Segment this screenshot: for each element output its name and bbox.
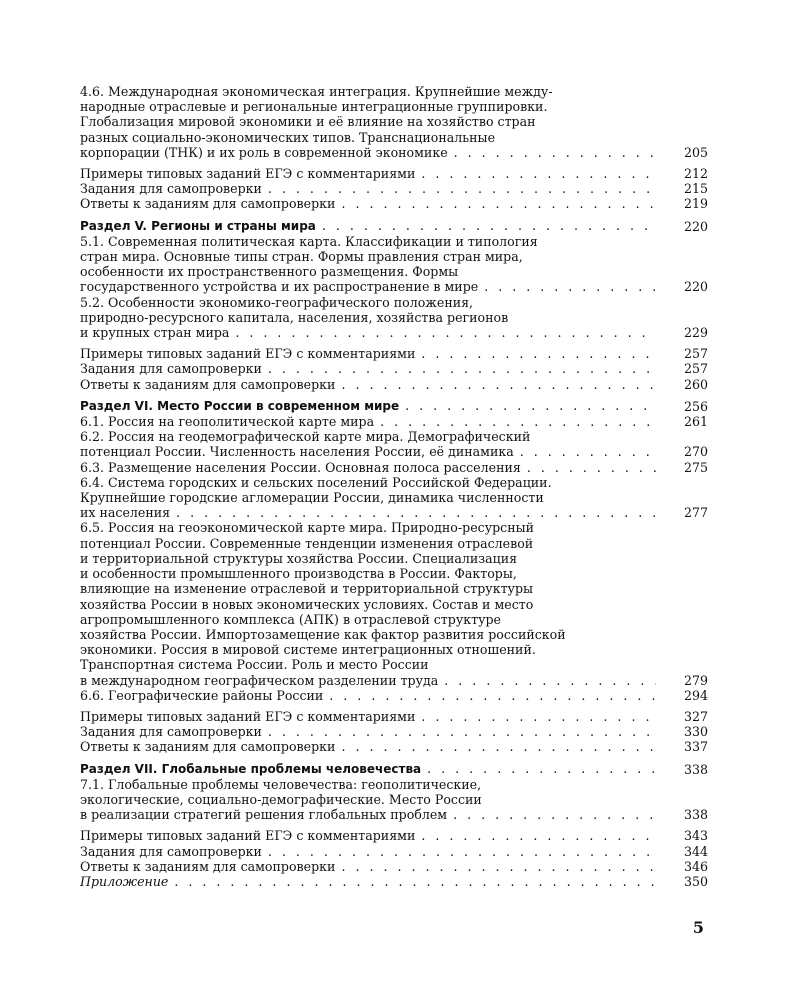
toc-entry-line: и крупных стран мира [80, 325, 230, 341]
toc-entry-line: в реализации стратегий решения глобальных проблем [80, 807, 448, 823]
toc-entry [80, 196, 708, 211]
toc-entry-title: 6.1. Россия на геополитической карте мира [80, 414, 375, 430]
dot-leader [341, 377, 656, 392]
page-number: 215 [683, 181, 708, 197]
dot-leader [322, 218, 656, 233]
toc-entry-line: Глобализация мировой экономики и её влияние на хозяйство стран [80, 114, 536, 130]
toc-entry [80, 688, 708, 703]
toc-entry-line: 6.4. Система городских и сельских поселений Российской Федерации. [80, 474, 552, 490]
toc-entry [80, 520, 708, 687]
toc-entry [80, 460, 708, 475]
dot-leader [484, 279, 656, 294]
dot-leader [268, 181, 656, 196]
toc-entry [80, 429, 708, 459]
toc-entry-title: Ответы к заданиям для самопроверки [80, 196, 336, 212]
toc-entry [80, 844, 708, 859]
toc-entry-appendix [80, 874, 708, 889]
page-number: 346 [683, 858, 708, 874]
toc-entry-title: Примеры типовых заданий ЕГЭ с комментариями [80, 828, 416, 844]
toc-entry-line: 5.1. Современная политическая карта. Классификации и типология [80, 233, 538, 249]
section-title: Раздел VII. Глобальные проблемы человечества [80, 761, 422, 776]
toc-entry-title: Задания для самопроверки [80, 181, 262, 197]
toc-entry-line: и особенности промышленного производства в России. Факторы, [80, 566, 517, 582]
page-number: 338 [683, 761, 708, 777]
page-number: 338 [683, 807, 708, 823]
toc-entry-title: Ответы к заданиям для самопроверки [80, 739, 336, 755]
section-title: Раздел VI. Место России в современном мире [80, 398, 400, 413]
page-number: 337 [683, 739, 708, 755]
toc-entry-line: агропромышленного комплекса (АПК) в отраслевой структуре [80, 611, 501, 627]
toc-entry [80, 295, 708, 341]
page-number: 261 [683, 414, 708, 430]
toc-entry-title: Ответы к заданиям для самопроверки [80, 376, 336, 392]
page-number: 220 [683, 279, 708, 295]
toc-entry-line: стран мира. Основные типы стран. Формы правления стран мира, [80, 249, 523, 265]
toc-entry-line: хозяйства России. Импортозамещение как фактор развития российской [80, 626, 566, 642]
toc-entry-line: корпорации (ТНК) и их роль в современной экономике [80, 144, 448, 160]
toc-entry [80, 234, 708, 295]
page-number: 260 [683, 376, 708, 392]
page-number: 256 [683, 398, 708, 414]
toc-entry-title: Задания для самопроверки [80, 843, 262, 859]
toc-entry-line: особенности их пространственного размещения. Формы [80, 264, 459, 280]
toc-entry-line: хозяйства России в новых экономических условиях. Состав и место [80, 596, 534, 612]
toc-entry-line: в международном географическом разделении труда [80, 672, 439, 688]
page-number: 279 [683, 672, 708, 688]
dot-leader [268, 844, 656, 859]
dot-leader [444, 673, 656, 688]
toc-entry-line: Транспортная система России. Роль и место России [80, 657, 429, 673]
toc-entry-line: потенциал России. Современные тенденции изменения отраслевой [80, 535, 534, 551]
toc-entry [80, 377, 708, 392]
section-title: Раздел V. Регионы и страны мира [80, 218, 316, 233]
toc-section-heading [80, 218, 708, 234]
dot-leader [421, 828, 656, 843]
page-number: 212 [683, 166, 708, 182]
toc-entry-line: разных социально-экономических типов. Транснациональные [80, 129, 496, 145]
toc-entry [80, 777, 708, 823]
dot-leader [427, 761, 656, 776]
toc-section-heading [80, 398, 708, 414]
page-number: 229 [683, 325, 708, 341]
page-number: 275 [683, 459, 708, 475]
toc-entry [80, 859, 708, 874]
toc-entry-line: 6.5. Россия на геоэкономической карте мира. Природно-ресурсный [80, 520, 535, 536]
page-number: 219 [683, 196, 708, 212]
toc-entry-line: Крупнейшие городские агломерации России, динамика численности [80, 490, 544, 506]
dot-leader [341, 739, 656, 754]
dot-leader [341, 859, 656, 874]
dot-leader [341, 196, 656, 211]
toc-list [80, 84, 708, 889]
toc-entry [80, 166, 708, 181]
folio-page-number: 5 [692, 918, 704, 937]
toc-entry [80, 414, 708, 429]
page-number: 220 [683, 218, 708, 234]
toc-entry [80, 181, 708, 196]
toc-entry-line: государственного устройства и их распространение в мире [80, 279, 479, 295]
toc-entry-title: Задания для самопроверки [80, 724, 262, 740]
dot-leader [454, 145, 656, 160]
toc-entry-line: 6.2. Россия на геодемографической карте мира. Демографический [80, 429, 531, 445]
toc-entry [80, 739, 708, 754]
toc-section-heading [80, 761, 708, 777]
toc-entry-line: 4.6. Международная экономическая интеграция. Крупнейшие между- [80, 84, 553, 99]
toc-entry-line: экономики. Россия в мировой системе интеграционных отношений. [80, 642, 536, 658]
dot-leader [176, 505, 656, 520]
toc-entry-title: Примеры типовых заданий ЕГЭ с комментариями [80, 708, 416, 724]
toc-entry [80, 475, 708, 521]
dot-leader [235, 325, 656, 340]
dot-leader [405, 398, 656, 413]
toc-entry-title: 6.6. Географические районы России [80, 687, 324, 703]
toc-entry-line: и территориальной структуры хозяйства России. Специализация [80, 550, 518, 566]
table-of-contents [80, 84, 708, 889]
dot-leader [380, 414, 656, 429]
dot-leader [268, 724, 656, 739]
dot-leader [527, 460, 656, 475]
toc-entry-title: Задания для самопроверки [80, 361, 262, 377]
dot-leader [268, 361, 656, 376]
toc-entry-title: Приложение [80, 873, 169, 889]
page-number: 257 [683, 361, 708, 377]
dot-leader [421, 166, 656, 181]
page-number: 327 [683, 708, 708, 724]
toc-entry-line: экологические, социально-демографические. Место России [80, 791, 482, 807]
dot-leader [329, 688, 656, 703]
toc-entry [80, 361, 708, 376]
toc-entry [80, 84, 708, 160]
page-number: 257 [683, 346, 708, 362]
toc-entry-line: влияющие на изменение отраслевой и территориальной структуры [80, 581, 534, 597]
toc-entry-title: Ответы к заданиям для самопроверки [80, 858, 336, 874]
toc-entry [80, 346, 708, 361]
dot-leader [421, 709, 656, 724]
page-number: 205 [683, 144, 708, 160]
toc-entry [80, 724, 708, 739]
toc-entry-line: 7.1. Глобальные проблемы человечества: геополитические, [80, 776, 482, 792]
page-number: 294 [683, 687, 708, 703]
page-number: 330 [683, 724, 708, 740]
toc-entry-title: Примеры типовых заданий ЕГЭ с комментариями [80, 346, 416, 362]
page-number: 277 [683, 505, 708, 521]
toc-entry-line: народные отраслевые и региональные интеграционные группировки. [80, 99, 548, 115]
page-number: 343 [683, 828, 708, 844]
toc-entry-line: их населения [80, 505, 171, 521]
toc-entry [80, 828, 708, 843]
toc-entry-line: потенциал России. Численность населения России, её динамика [80, 444, 514, 460]
toc-entry [80, 709, 708, 724]
toc-entry-line: 5.2. Особенности экономико-географического положения, [80, 294, 474, 310]
toc-entry-title: 6.3. Размещение населения России. Основная полоса расселения [80, 459, 521, 475]
toc-entry-title: Примеры типовых заданий ЕГЭ с комментариями [80, 166, 416, 182]
page-number: 270 [683, 444, 708, 460]
dot-leader [174, 874, 656, 889]
toc-entry-line: природно-ресурсного капитала, населения, хозяйства регионов [80, 309, 509, 325]
page-number: 350 [683, 873, 708, 889]
dot-leader [520, 444, 656, 459]
dot-leader [421, 346, 656, 361]
dot-leader [453, 807, 656, 822]
page-number: 344 [683, 843, 708, 859]
